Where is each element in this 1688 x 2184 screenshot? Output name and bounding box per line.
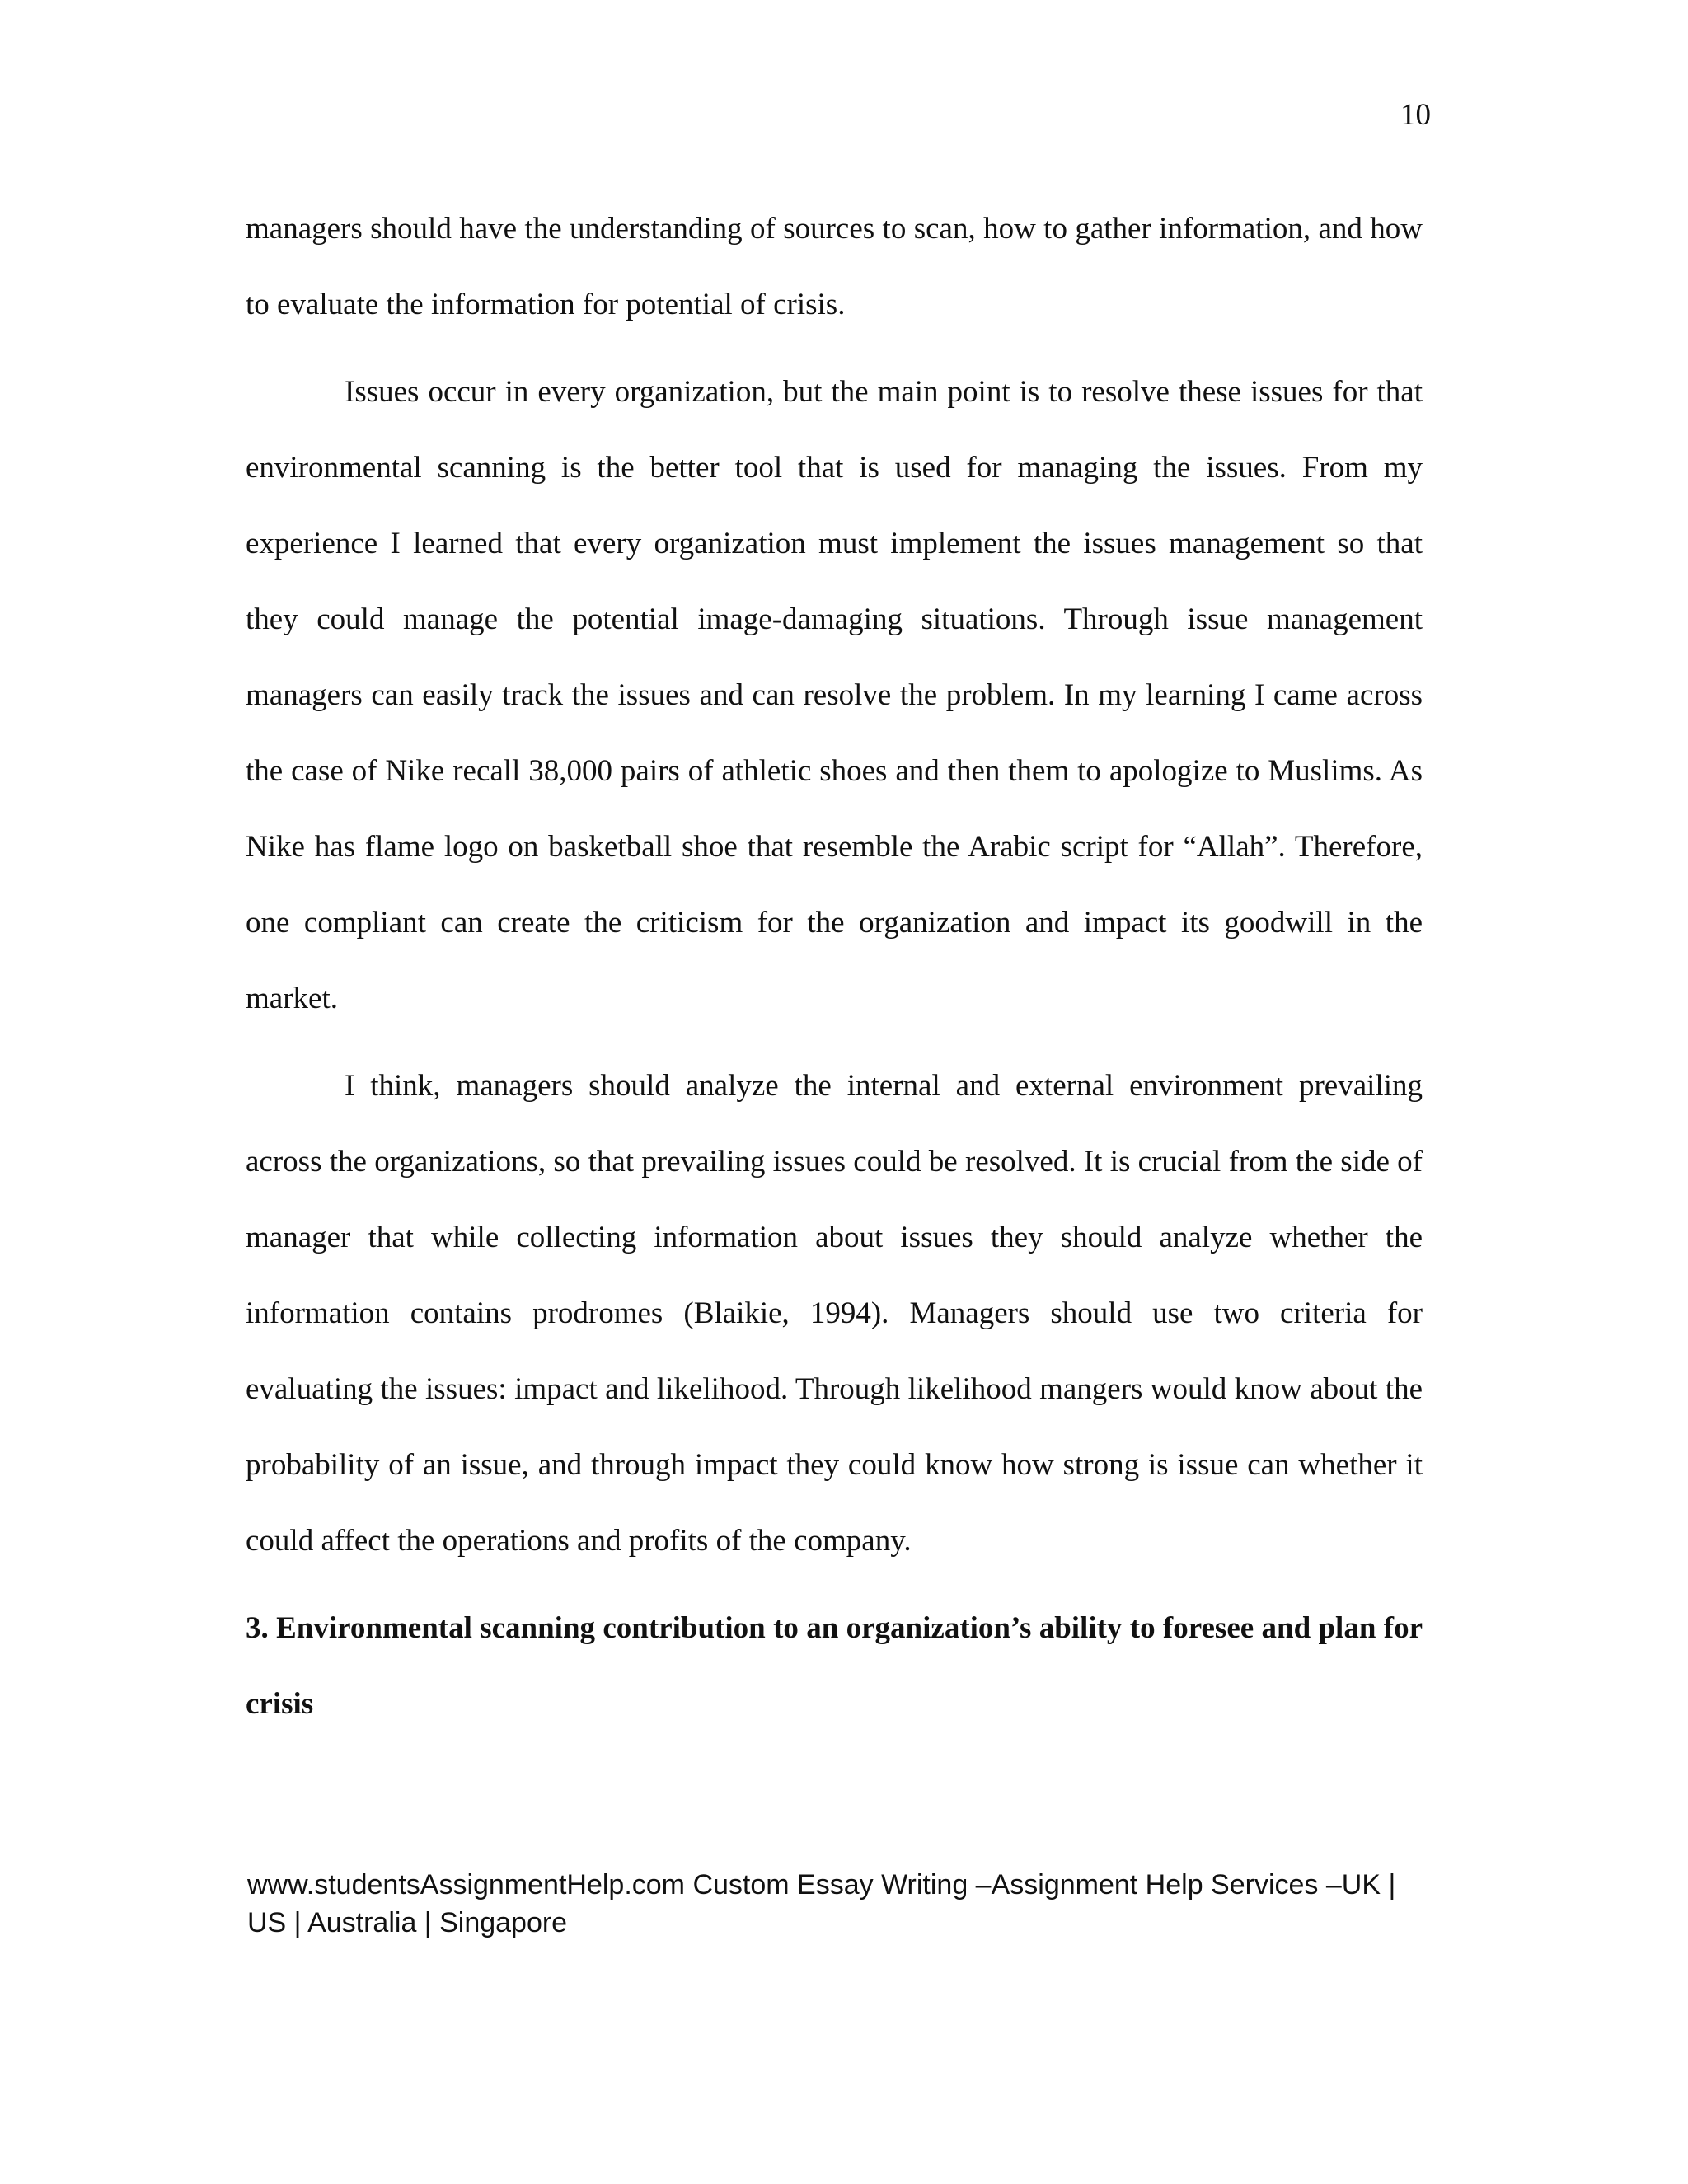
page-number: 10 (1400, 98, 1431, 132)
page-footer: www.studentsAssignmentHelp.com Custom Essay Writing –Assignment Help Services –UK | US | Australia | Singapore (247, 1869, 1396, 1938)
body-text (246, 191, 1423, 1742)
paragraph-managers-analysis: I think, managers should analyze the internal and external environment prevailing across the organizations, so that prevailing issues could be resolved. It is crucial from the side of manager that while collecting information about issues they should analyze whether the information contains prodromes (Blaikie, 1994). Managers should use two criteria for evaluating the issues: impact and likelihood. Through likelihood mangers would know about the probability of an issue, and through impact they could know how strong is issue can whether it could affect the operations and profits of the company. (246, 1069, 1423, 1558)
paragraph-continuation: managers should have the understanding of sources to scan, how to gather information, and how to evaluate the information for potential of crisis. (246, 212, 1423, 321)
section-heading: 3. Environmental scanning contribution to an organization’s ability to foresee and plan for crisis (246, 1611, 1423, 1721)
paragraph-issues-management: Issues occur in every organization, but the main point is to resolve these issues for that environmental scanning is the better tool that is used for managing the issues. From my experience I learned that every organization must implement the issues management so that they could manage the potential image-damaging situations. Through issue management managers can easily track the issues and can resolve the problem. In my learning I came across the case of Nike recall 38,000 pairs of athletic shoes and then them to apologize to Muslims. As Nike has flame logo on basketball shoe that resemble the Arabic script for “Allah”. Therefore, one compliant can create the criticism for the organization and impact its goodwill in the market. (246, 375, 1423, 1015)
